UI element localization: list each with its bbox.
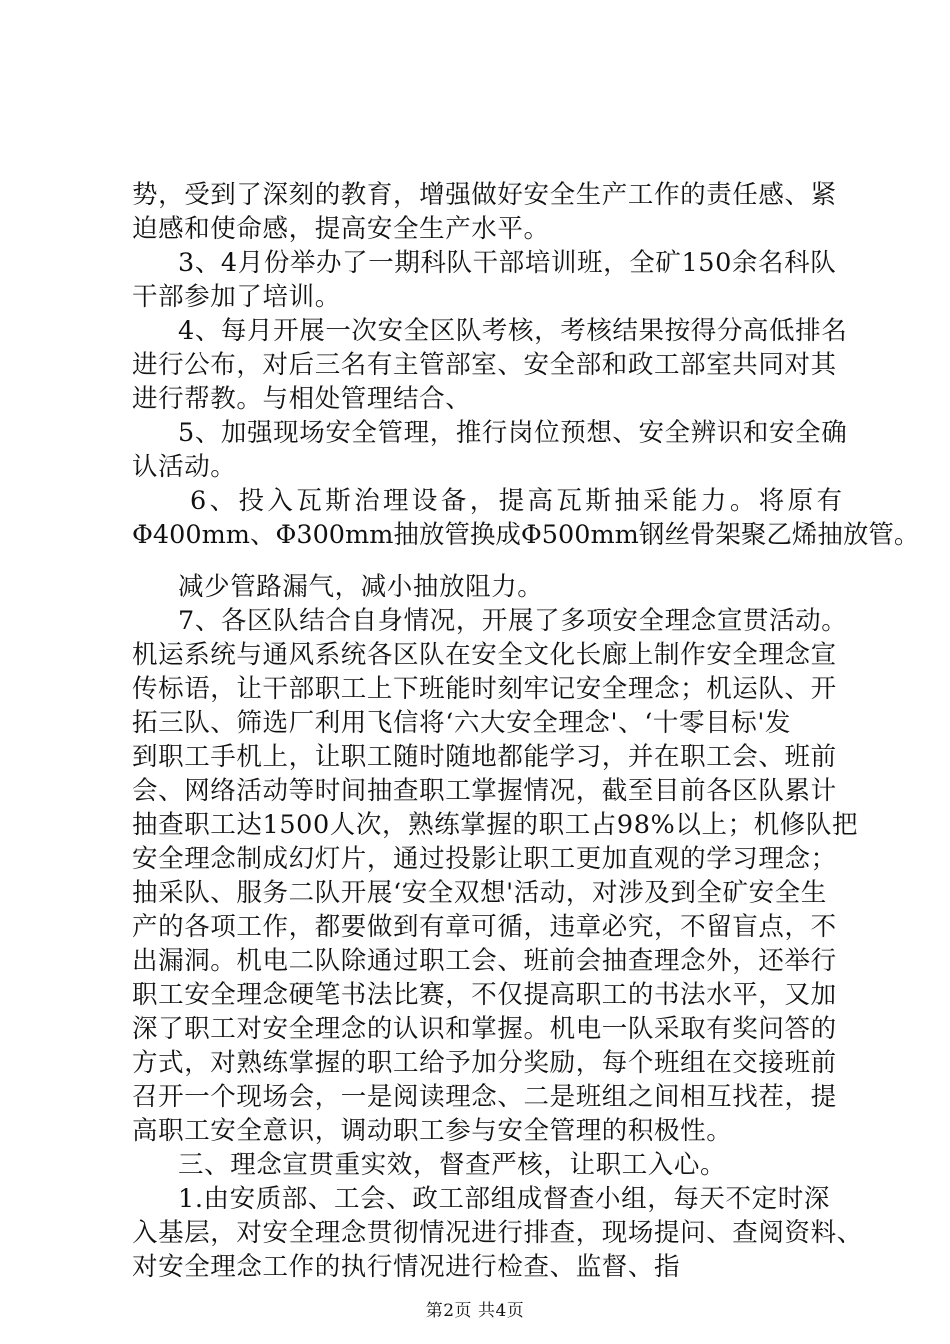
body-line: 出漏洞。机电二队除通过职工会、班前会抽查理念外，还举行	[132, 946, 837, 976]
body-line: 拓三队、筛选厂利用飞信将‘六大安全理念'、‘十零目标'发	[132, 708, 792, 738]
body-line: 3、4月份举办了一期科队干部培训班，全矿150余名科队	[178, 248, 837, 278]
body-line: 7、各区队结合自身情况，开展了多项安全理念宣贯活动。	[178, 606, 848, 636]
body-line: 对安全理念工作的执行情况进行检查、监督、指	[132, 1252, 681, 1282]
body-line: 1.由安质部、工会、政工部组成督查小组，每天不定时深	[178, 1184, 830, 1214]
body-line: 抽查职工达1500人次，熟练掌握的职工占98%以上；机修队把	[132, 810, 859, 840]
body-line: 召开一个现场会，一是阅读理念、二是班组之间相互找茬，提	[132, 1082, 837, 1112]
body-line: 安全理念制成幻灯片，通过投影让职工更加直观的学习理念；	[132, 844, 837, 874]
body-line: 减少管路漏气，减小抽放阻力。	[178, 572, 544, 602]
body-line: 进行公布，对后三名有主管部室、安全部和政工部室共同对其	[132, 350, 837, 380]
body-line: 到职工手机上，让职工随时随地都能学习，并在职工会、班前	[132, 742, 837, 772]
body-line: 迫感和使命感，提高安全生产水平。	[132, 214, 550, 244]
body-line: 6、投入瓦斯治理设备，提高瓦斯抽采能力。将原有	[190, 486, 846, 516]
page-footer: 第2页 共4页	[425, 1301, 525, 1321]
body-line: 职工安全理念硬笔书法比赛，不仅提高职工的书法水平，又加	[132, 980, 837, 1010]
body-line: 会、网络活动等时间抽查职工掌握情况，截至目前各区队累计	[132, 776, 837, 806]
section-heading: 三、理念宣贯重实效，督查严核，让职工入心。	[178, 1150, 727, 1180]
body-line: 方式，对熟练掌握的职工给予加分奖励，每个班组在交接班前	[132, 1048, 837, 1078]
body-line: 深了职工对安全理念的认识和掌握。机电一队采取有奖问答的	[132, 1014, 837, 1044]
body-line: 干部参加了培训。	[132, 282, 341, 312]
body-line: 认活动。	[132, 452, 237, 482]
body-line: 进行帮教。与相处管理结合、	[132, 384, 472, 414]
body-line: 高职工安全意识，调动职工参与安全管理的积极性。	[132, 1116, 733, 1146]
body-line: 入基层，对安全理念贯彻情况进行排查，现场提问、查阅资料、	[132, 1218, 863, 1248]
body-line: 势，受到了深刻的教育，增强做好安全生产工作的责任感、紧	[132, 180, 837, 210]
body-line: 4、每月开展一次安全区队考核，考核结果按得分高低排名	[178, 316, 848, 346]
body-line: 机运系统与通风系统各区队在安全文化长廊上制作安全理念宣	[132, 640, 837, 670]
body-line: 5、加强现场安全管理，推行岗位预想、安全辨识和安全确	[178, 418, 848, 448]
body-line: 产的各项工作，都要做到有章可循，违章必究，不留盲点，不	[132, 912, 837, 942]
body-line: 传标语，让干部职工上下班能时刻牢记安全理念；机运队、开	[132, 674, 837, 704]
body-line: Φ400mm、Φ300mm抽放管换成Φ500mm钢丝骨架聚乙烯抽放管。	[132, 520, 920, 550]
body-line: 抽采队、服务二队开展‘安全双想'活动，对涉及到全矿安全生	[132, 878, 827, 908]
